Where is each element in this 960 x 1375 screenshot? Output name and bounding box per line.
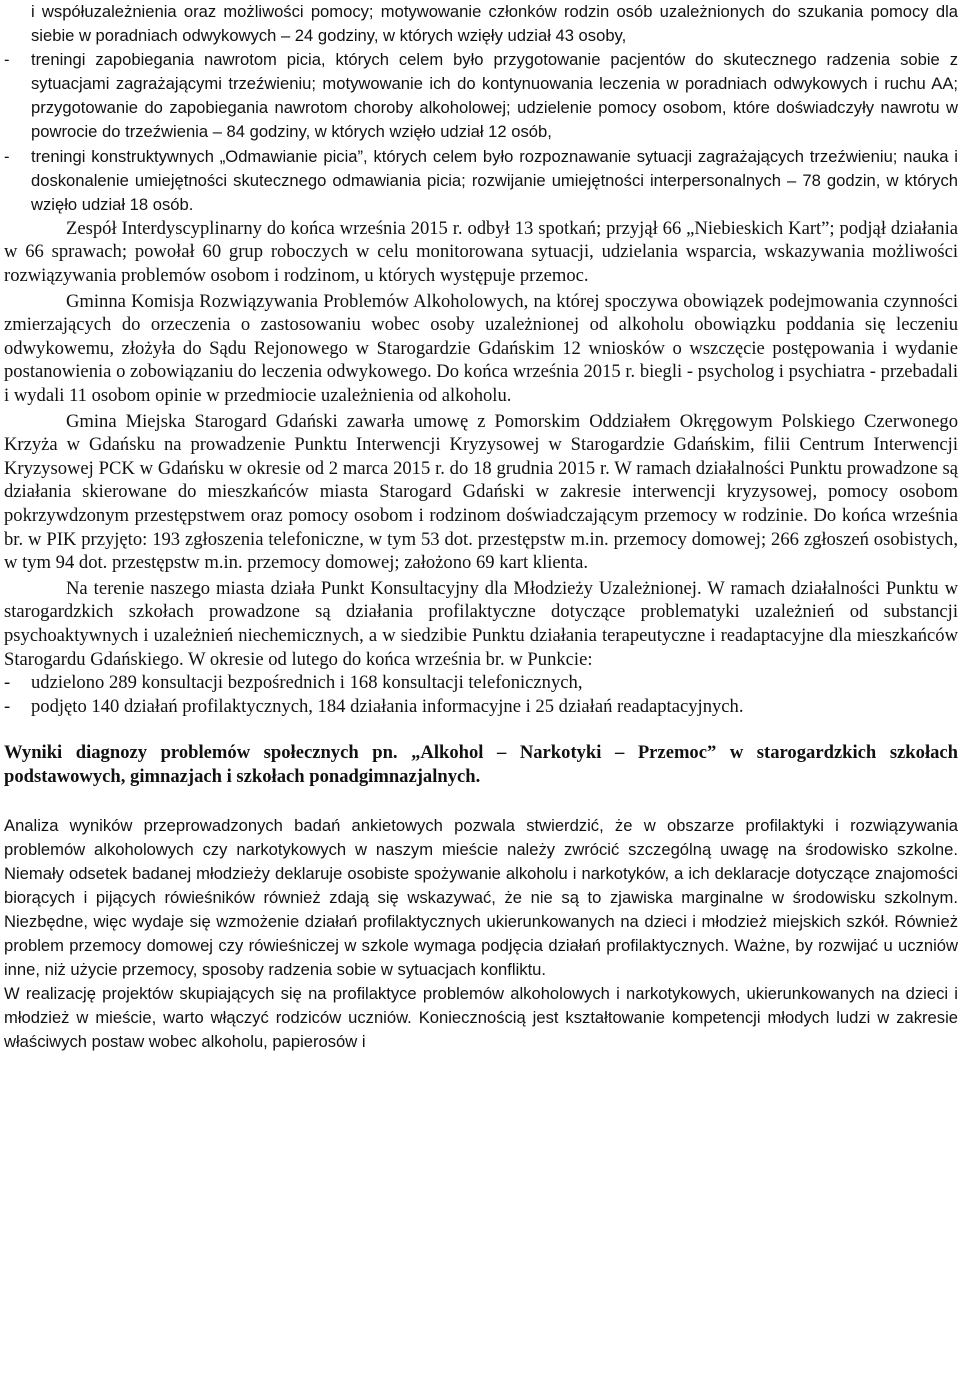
list-dash: -: [4, 695, 11, 717]
document-page: [4, 0, 958, 1054]
list-item-konsultacje: [4, 671, 958, 695]
paragraph-gminna-komisja: Gminna Komisja Rozwiązywania Problemów Alkoholowych, na której spoczywa obowiązek podejmowania czynności zmierzających do orzeczenia o zastosowaniu wobec osoby uzależnionej od alkoholu obowiązku poddania się leczeniu odwykowemu, złożyła do Sądu Rejonowego w Starogardzie Gdańskim 12 wniosków o wszczęcie postępowania i wydanie postanowienia o zobowiązaniu do leczenia odwykowego. Do końca września 2015 r. biegli - psycholog i psychiatra - przebadali i wydali 11 osobom opinie w przedmiocie uzależnienia od alkoholu.: [4, 290, 958, 406]
paragraph-realizacja: W realizację projektów skupiających się na profilaktyce problemów alkoholowych i narkotykowych, ukierunkowanych na dzieci i młodzież w mieście, warto włączyć rodziców uczniów. Koniecznością jest kształtowanie kompetencji młodych ludzi w zakresie właściwych postaw wobec alkoholu, papierosów i: [4, 984, 958, 1052]
therapy-list: [4, 48, 958, 217]
continued-list-item: i współuzależnienia oraz możliwości pomocy; motywowanie członków rodzin osób uzależnionych do szukania pomocy dla siebie w poradniach odwykowych – 24 godziny, w których wzięły udział 43 osoby,: [31, 2, 958, 46]
paragraph-zespol: Zespół Interdyscyplinarny do końca września 2015 r. odbył 13 spotkań; przyjął 66 „Niebieskich Kart”; podjął działania w 66 sprawach; powołał 60 grup roboczych w celu monitorowana sytuacji, udzielania wsparcia, wskazywania możliwości rozwiązywania problemów osobom i rodzinom, u których występuje przemoc.: [4, 217, 958, 287]
list-dash: -: [4, 672, 11, 694]
paragraph-punkt-konsultacyjny: Na terenie naszego miasta działa Punkt Konsultacyjny dla Młodzieży Uzależnionej. W ramach działalności Punktu w starogardzkich szkołach prowadzone są działania profilaktyczne dotyczące problematyki uzależnień od substancji psychoaktywnych i uzależnień niechemicznych, a w siedzibie Punktu działania terapeutyczne i readaptacyjne dla mieszkańców Starogardu Gdańskiego. W okresie od lutego do końca września br. w Punkcie:: [4, 577, 958, 670]
list-item-dzialania: [4, 695, 958, 719]
list-item-odmawianie: [4, 145, 958, 217]
list-dash: -: [4, 146, 10, 166]
paragraph-gmina-miejska: Gmina Miejska Starogard Gdański zawarła umowę z Pomorskim Oddziałem Okręgowym Polskiego Czerwonego Krzyża w Gdańsku na prowadzenie Punktu Interwencji Kryzysowej w Starogardzie Gdańskim, filii Centrum Interwencji Kryzysowej PCK w Gdańsku w okresie od 2 marca 2015 r. do 18 grudnia 2015 r. W ramach działalności Punktu prowadzone są działania skierowane do mieszkańców miasta Starogard Gdański w zakresie interwencji kryzysowej, pomocy osobom pokrzywdzonym przestępstwem oraz pomocy osobom i rodzinom doświadczającym przemocy w rodzinie. Do końca września br. w PIK przyjęto: 193 zgłoszenia telefoniczne, w tym 53 dot. przestępstw m.in. przemocy domowej; 266 zgłoszeń osobistych, w tym 94 dot. przestępstw m.in. przemocy domowej; założono 69 kart klienta.: [4, 410, 958, 574]
list-dash: -: [4, 50, 10, 70]
list-item-nawroty: [4, 48, 958, 144]
punkt-list: [4, 671, 958, 718]
section-heading: Wyniki diagnozy problemów społecznych pn. „Alkohol – Narkotyki – Przemoc” w starogardzkich szkołach podstawowych, gimnazjach i szkołach ponadgimnazjalnych.: [4, 742, 958, 787]
list-item-text: treningi konstruktywnych „Odmawianie picia”, których celem było rozpoznawanie sytuacji zagrażających trzeźwieniu; nauka i doskonalenie umiejętności skutecznego odmawiania picia; rozwijanie umiejętności interpersonalnych – 78 godzin, w których wzięło udział 18 osób.: [31, 146, 958, 214]
paragraph-analiza: Analiza wyników przeprowadzonych badań ankietowych pozwala stwierdzić, że w obszarze profilaktyki i rozwiązywania problemów alkoholowych czy narkotykowych w naszym mieście należy zwrócić szczególną uwagę na środowisko szkolne. Niemały odsetek badanej młodzieży deklaruje osobiste spożywanie alkoholu i narkotyków, a ich deklaracje dotyczące znajomości biorących i pijących rówieśników również zdają się wskazywać, że nie są to zjawiska marginalne w środowisku szkolnym. Niezbędne, więc wydaje się wzmożenie działań profilaktycznych ukierunkowanych na dzieci i młodzież miejskich szkół. Również problem przemocy domowej czy rówieśniczej w szkole wymaga podjęcia działań profilaktycznych. Ważne, by rozwijać u uczniów inne, niż użycie przemocy, sposoby radzenia sobie w sytuacjach konfliktu.: [4, 815, 958, 980]
list-item-text: udzielono 289 konsultacji bezpośrednich i 168 konsultacji telefonicznych,: [31, 672, 583, 694]
list-item-text: podjęto 140 działań profilaktycznych, 184 działania informacyjne i 25 działań readaptacyjnych.: [31, 695, 744, 717]
list-item-text: treningi zapobiegania nawrotom picia, których celem było przygotowanie pacjentów do skutecznego radzenia sobie z sytuacjami zagrażającymi trzeźwieniu; motywowanie ich do kontynuowania leczenia w poradniach odwykowych i ruchu AA; przygotowanie do zapobiegania nawrotom choroby alkoholowej; udzielenie pomocy osobom, które doświadczyły nawrotu w powrocie do trzeźwienia – 84 godziny, w których wzięło udział 12 osób,: [31, 50, 958, 142]
